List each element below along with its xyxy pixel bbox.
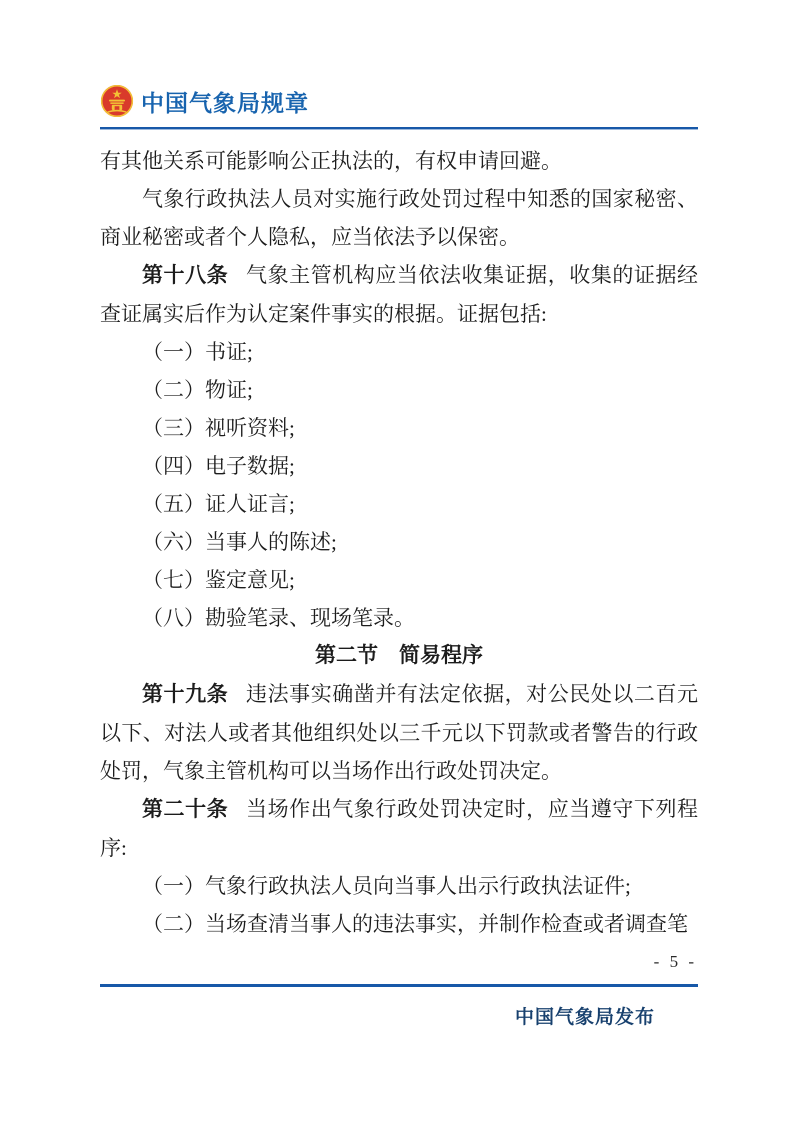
paragraph: （一）书证; (142, 340, 253, 364)
paragraph: （六）当事人的陈述; (142, 530, 337, 554)
article-number: 第二十条 (142, 798, 229, 821)
page-header (100, 84, 698, 118)
section-heading: 第二节 简易程序 (315, 644, 483, 667)
page-number: - 5 - (653, 952, 697, 971)
paragraph: （四）电子数据; (142, 454, 295, 478)
paragraph: 气象行政执法人员对实施行政处罚过程中知悉的国家秘密、商业秘密或者个人隐私，应当依法予以保密。 (100, 187, 698, 249)
header-rule (100, 127, 698, 130)
article-number: 第十九条 (142, 683, 229, 706)
paragraph: （三）视听资料; (142, 416, 295, 440)
paragraph: （七）鉴定意见; (142, 568, 295, 592)
china-national-emblem-icon (100, 84, 134, 118)
footer-rule (100, 984, 698, 987)
article-number: 第十八条 (142, 264, 229, 287)
paragraph: 第十八条 气象主管机构应当依法收集证据，收集的证据经查证属实后作为认定案件事实的根据。证据包括: (100, 263, 699, 326)
paragraph: （二）当场查清当事人的违法事实，并制作检查或者调查笔 (142, 912, 688, 936)
publisher-label: 中国气象局发布 (514, 1007, 655, 1028)
paragraph: 有其他关系可能影响公正执法的，有权申请回避。 (100, 149, 562, 173)
paragraph: （五）证人证言; (142, 492, 295, 516)
paragraph: （一）气象行政执法人员向当事人出示行政执法证件; (142, 874, 631, 898)
document-body (100, 142, 698, 943)
header-title: 中国气象局规章 (141, 89, 309, 116)
paragraph: （二）物证; (142, 378, 253, 402)
paragraph: 第二十条 当场作出气象行政处罚决定时，应当遵守下列程序: (100, 797, 699, 860)
paragraph: 第十九条 违法事实确凿并有法定依据，对公民处以二百元以下、对法人或者其他组织处以三千元以下罚款或者警告的行政处罚，气象主管机构可以当场作出行政处罚决定。 (100, 682, 699, 783)
paragraph: （八）勘验笔录、现场笔录。 (142, 606, 415, 630)
